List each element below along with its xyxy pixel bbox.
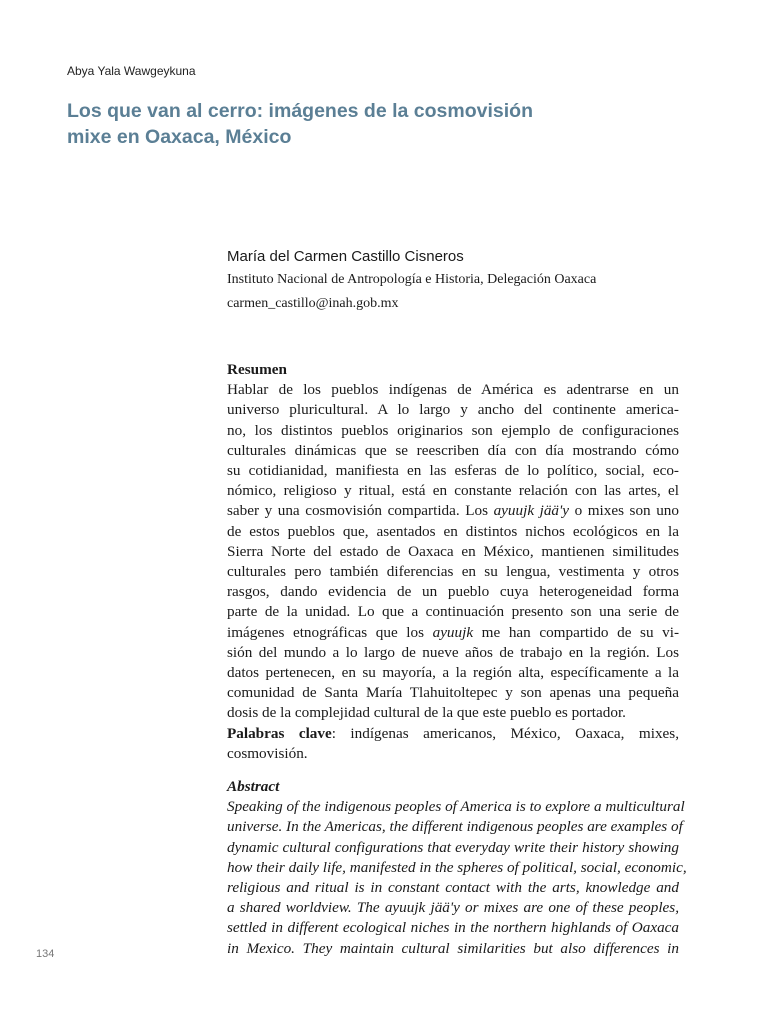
journal-name: Abya Yala Wawgeykuna (67, 64, 196, 78)
abstract-line: settled in different ecological niches in the northern highlands of Oaxaca (227, 919, 679, 937)
abstract-line: how their daily life, manifested in the spheres of political, social, economic, (227, 858, 687, 876)
resumen-heading: Resumen (227, 361, 287, 378)
resumen-line: comunidad de Santa María Tlahuitoltepec y son apenas una pequeña (227, 684, 679, 702)
abstract-line: Speaking of the indigenous peoples of America is to explore a multicultural (227, 798, 685, 816)
abstract-line: in Mexico. They maintain cultural similarities but also differences in (227, 939, 679, 957)
keywords-label: Palabras clave (227, 724, 332, 742)
abstract-heading: Abstract (227, 778, 280, 795)
resumen-line: imágenes etnográficas que los ayuujk me han compartido de su vi- (227, 623, 679, 641)
resumen-line: rasgos, dando evidencia de un pueblo cuya heterogeneidad forma (227, 583, 679, 601)
resumen-line: dosis de la complejidad cultural de la que este pueblo es portador. (227, 704, 626, 722)
resumen-line: no, los distintos pueblos originarios son ejemplo de configuraciones (227, 421, 679, 439)
resumen-line: saber y una cosmovisión compartida. Los ayuujk jää'y o mixes son uno (227, 502, 679, 520)
title-line: mixe en Oaxaca, México (67, 126, 292, 148)
resumen-line: parte de la unidad. Lo que a continuación presento son una serie de (227, 603, 679, 621)
author-email: carmen_castillo@inah.gob.mx (227, 296, 399, 311)
resumen-line: culturales dinámicas que se reescriben día con día mostrando cómo (227, 441, 679, 459)
keywords-text: : indígenas americanos, México, Oaxaca, mixes, (331, 724, 680, 742)
author-name: María del Carmen Castillo Cisneros (227, 248, 464, 265)
resumen-line: culturales pero también diferencias en su lengua, vestimenta y otros (227, 563, 679, 581)
article-title (67, 98, 587, 150)
title-line: Los que van al cerro: imágenes de la cosmovisión (67, 100, 533, 122)
resumen-line: Sierra Norte del estado de Oaxaca en México, mantienen similitudes (227, 542, 679, 560)
resumen-line: universo pluricultural. A lo largo y ancho del continente america- (227, 401, 679, 419)
author-affiliation: Instituto Nacional de Antropología e Historia, Delegación Oaxaca (227, 272, 597, 287)
page-number: 134 (36, 948, 55, 960)
resumen-line: nómico, religioso y ritual, está en constante relación con las artes, el (227, 482, 679, 500)
resumen-line: sión del mundo a lo largo de nueve años de trabajo en la región. Los (227, 643, 679, 661)
abstract-line: a shared worldview. The ayuujk jää'y or mixes are one of these peoples, (227, 899, 679, 917)
resumen-section (227, 360, 679, 764)
abstract-section (227, 777, 687, 959)
keywords-line: cosmovisión. (227, 744, 308, 762)
resumen-line: su cotidianidad, manifiesta en las esferas de lo político, social, eco- (227, 462, 679, 480)
keywords-line (227, 724, 679, 744)
resumen-line: de estos pueblos que, asentados en distintos nichos ecológicos en la (227, 522, 679, 540)
abstract-line: universe. In the Americas, the different indigenous peoples are examples of (227, 818, 683, 836)
abstract-line: religious and ritual is in constant contact with the arts, knowledge and (227, 879, 679, 897)
resumen-line: Hablar de los pueblos indígenas de América es adentrarse en un (227, 381, 679, 399)
abstract-line: dynamic cultural configurations that everyday write their history showing (227, 838, 679, 856)
resumen-line: datos pertenecen, en su mayoría, a la región alta, específicamente a la (227, 664, 679, 682)
